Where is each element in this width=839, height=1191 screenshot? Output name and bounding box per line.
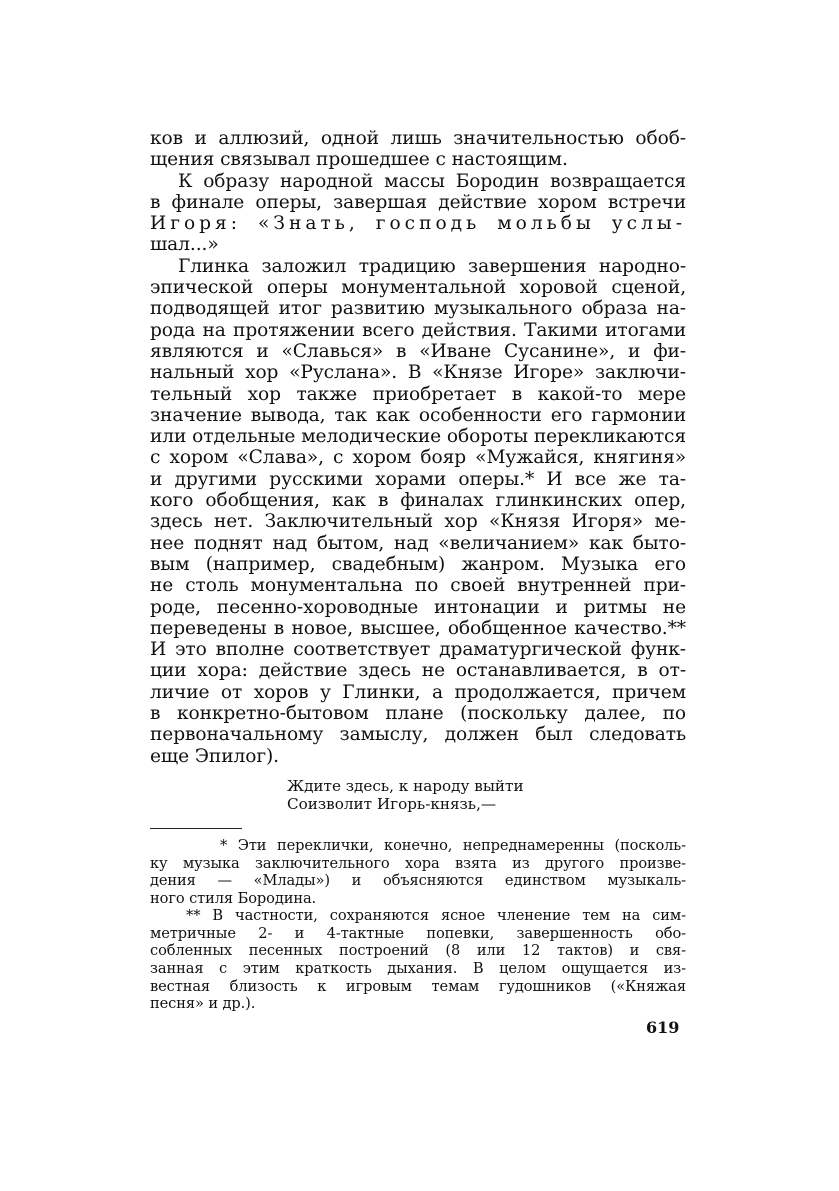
text-line: тельный хор также приобретает в какой-то мере bbox=[150, 383, 686, 405]
footnote-line: * Эти переклички, конечно, непреднамеренны (посколь- bbox=[220, 836, 686, 854]
text-line: еще Эпилог). bbox=[150, 745, 279, 767]
text-line: являются и «Славься» в «Иване Сусанине», и фи- bbox=[150, 340, 686, 362]
footnote-line: ку музыка заключительного хора взята из другого произве- bbox=[150, 854, 686, 872]
footnote-separator bbox=[150, 828, 242, 829]
text-line: здесь нет. Заключительный хор «Князя Игоря» ме- bbox=[150, 511, 686, 533]
verse-quote bbox=[287, 777, 686, 814]
text-line: рода на протяжении всего действия. Такими итогами bbox=[150, 319, 686, 341]
footnote-line: занная с этим краткость дыхания. В целом ощущается из- bbox=[150, 960, 686, 978]
page-number: 619 bbox=[646, 1018, 680, 1037]
text-line: или отдельные мелодические обороты перекликаются bbox=[150, 426, 686, 448]
footnote-line: песня» и др.). bbox=[150, 995, 256, 1013]
text-line: ков и аллюзий, одной лишь значительностью обоб- bbox=[150, 128, 686, 149]
text-line: и другими русскими хорами оперы.* И все же та- bbox=[150, 468, 686, 490]
text-line: щения связывал прошедшее с настоящим. bbox=[150, 149, 568, 171]
footnote-line: вестная близость к игровым темам гудошников («Княжая bbox=[150, 977, 686, 995]
text-line: нальный хор «Руслана». В «Князе Игоре» заключи- bbox=[150, 362, 686, 384]
text-line: значение вывода, так как особенности его гармонии bbox=[150, 404, 686, 426]
page-body bbox=[150, 128, 686, 1013]
text-line: первоначальному замыслу, должен был следовать bbox=[150, 724, 686, 746]
text-line: с хором «Слава», с хором бояр «Мужайся, княгиня» bbox=[150, 447, 686, 469]
text-line: кого обобщения, как в финалах глинкинских опер, bbox=[150, 490, 686, 512]
footnotes bbox=[150, 837, 686, 1013]
verse-line: Соизволит Игорь-князь,— bbox=[287, 795, 497, 814]
text-line: личие от хоров у Глинки, а продолжается, причем bbox=[150, 681, 686, 703]
text-line: подводящей итог развитию музыкального образа на- bbox=[150, 298, 686, 320]
text-line: эпической оперы монументальной хоровой сценой, bbox=[150, 277, 686, 299]
main-text bbox=[150, 128, 686, 767]
footnote-line: ** В частности, сохраняются ясное членение тем на сим- bbox=[186, 907, 686, 925]
text-line: в конкретно-бытовом плане (поскольку далее, по bbox=[150, 703, 686, 725]
text-line: ции хора: действие здесь не останавливается, в от- bbox=[150, 660, 686, 682]
verse-line: Ждите здесь, к народу выйти bbox=[287, 776, 524, 795]
text-line: Игоря: «Знать, господь мольбы услы- bbox=[150, 213, 686, 235]
text-line: роде, песенно-хороводные интонации и ритмы не bbox=[150, 596, 686, 618]
text-line: Глинка заложил традицию завершения народно- bbox=[178, 255, 686, 277]
text-line: в финале оперы, завершая действие хором встречи bbox=[150, 191, 686, 213]
footnote-line: ного стиля Бородина. bbox=[150, 889, 317, 907]
footnote-line: дения — «Млады») и объясняются единством музыкаль- bbox=[150, 872, 686, 890]
text-line: нее поднят над бытом, над «величанием» как быто- bbox=[150, 532, 686, 554]
footnote-line: метричные 2- и 4-тактные попевки, завершенность обо- bbox=[150, 924, 686, 942]
text-line: шал...» bbox=[150, 234, 219, 256]
text-line: И это вполне соответствует драматургической функ- bbox=[150, 639, 686, 661]
text-line: не столь монументальна по своей внутренней при- bbox=[150, 575, 686, 597]
text-line: переведены в новое, высшее, обобщенное качество.** bbox=[150, 617, 686, 639]
footnote-line: собленных песенных построений (8 или 12 тактов) и свя- bbox=[150, 942, 686, 960]
text-line: К образу народной массы Бородин возвращается bbox=[178, 170, 686, 192]
text-line: вым (например, свадебным) жанром. Музыка его bbox=[150, 553, 686, 575]
